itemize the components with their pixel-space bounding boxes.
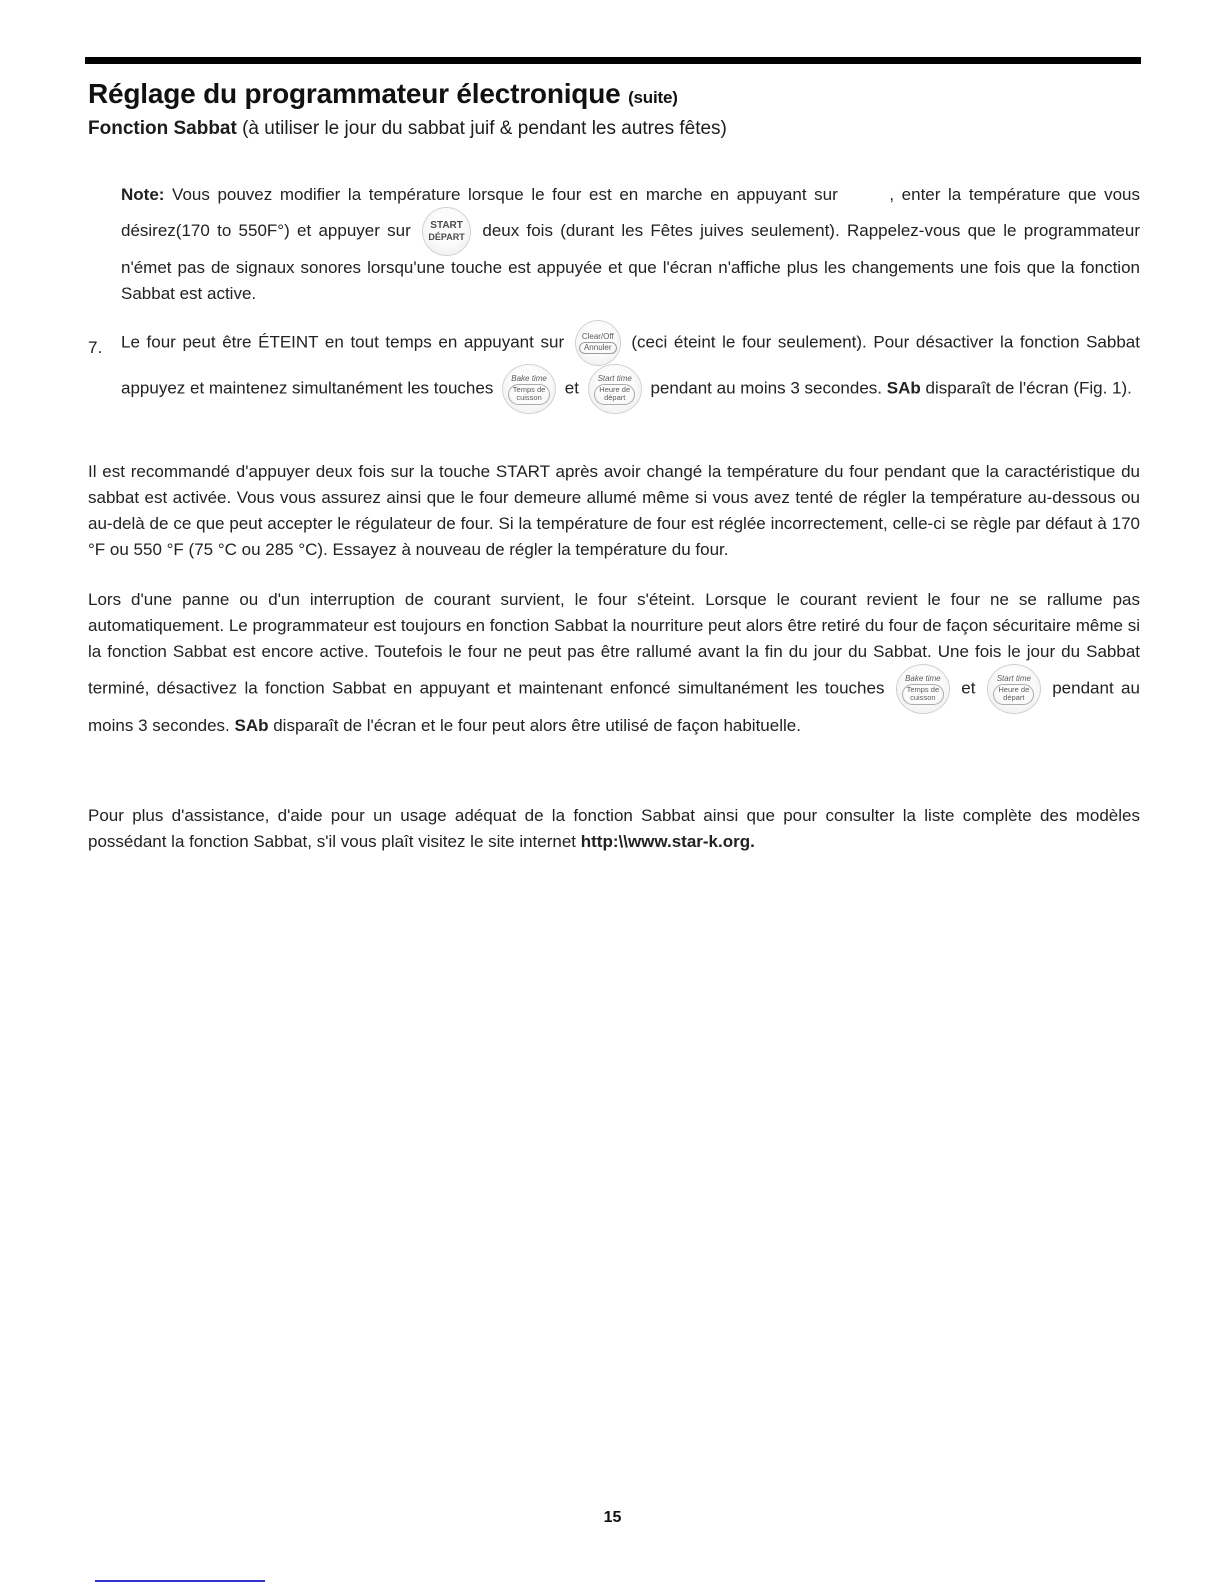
bake-time-label-fr2: cuisson [516, 393, 542, 402]
page-number: 15 [603, 1509, 622, 1526]
paragraph-power-failure [88, 587, 1140, 739]
subtitle-rest: (à utiliser le jour du sabbat juif & pendant les autres fêtes) [236, 118, 727, 139]
page-title [88, 78, 1140, 110]
start-depart-key-icon [423, 208, 470, 255]
sab-code: SAb [886, 378, 921, 398]
list-item-7 [88, 321, 1140, 413]
note-seg3: vous désirez(170 to 550F°) et appuyer sur [121, 185, 1140, 240]
bake-time-label-en: Bake time [511, 373, 547, 383]
blank-key-space [845, 195, 889, 197]
start-time-label-fr1: Heure de [998, 684, 1030, 694]
page-content [88, 78, 1140, 855]
website-url: http:\\www.star-k.org. [580, 832, 755, 851]
start-key-label-fr: DÉPART [428, 232, 465, 242]
item7-seg1: Le four peut être ÉTEINT en tout temps en appuyant sur [121, 332, 565, 352]
list-item-7-text [121, 321, 1140, 413]
start-time-label-en: Start time [996, 673, 1031, 683]
note-label: Note: [121, 185, 165, 204]
start-time-label-fr2: départ [604, 393, 626, 402]
paragraph-recommendation: Il est recommandé d'appuyer deux fois sur la touche START après avoir changé la température du four pendant que la caractéristique du sabbat est activée. Vous vous assurez ainsi que le four demeure allumé même si vous avez tenté de régler la température au-dessous ou au-delà de ce que peut accepter le régulateur de four. Si la température de four est réglée incorrectement, celle-ci se règle par défaut à 170 °F ou 550 °F (75 °C ou 285 °C). Essayez à nouveau de régler la température du four. [88, 462, 1140, 559]
note-block [121, 182, 1140, 307]
top-rule [85, 57, 1141, 64]
title-suffix: (suite) [628, 88, 678, 107]
paragraph-assistance [88, 803, 1140, 855]
start-time-key-icon [988, 665, 1040, 713]
bake-time-label-fr1: Temps de [906, 684, 940, 694]
title-main: Réglage du programmateur électronique [88, 78, 621, 109]
bake-time-label-fr2: cuisson [910, 693, 936, 702]
start-time-key-icon [589, 365, 641, 413]
item7-seg3: et [564, 378, 579, 398]
subtitle-bold: Fonction Sabbat [88, 118, 237, 139]
clear-off-label-fr: Annuler [579, 342, 617, 354]
note-paragraph [121, 182, 1140, 307]
clear-off-key-icon [576, 321, 620, 365]
para2-seg3: pendant au moins 3 secondes. [88, 678, 1140, 735]
bake-time-label-en: Bake time [905, 673, 941, 683]
bake-time-key-icon [897, 665, 949, 713]
item7-seg4: pendant au moins 3 secondes. [650, 378, 883, 398]
start-key-label-en: START [430, 220, 463, 231]
para3-seg1: Pour plus d'assistance, d'aide pour un usage adéquat de la fonction Sabbat ainsi que pour consulter la liste complète des modèles possédant la fonction Sabbat, s'il vous plaît visitez le site internet [88, 806, 1140, 851]
note-seg2: , enter la température que [889, 185, 1097, 204]
list-item-number: 7. [88, 338, 103, 357]
bake-time-label-fr1: Temps de [512, 384, 546, 394]
item7-seg5: disparaît de l'écran (Fig. 1). [925, 378, 1132, 398]
clear-off-label-en: Clear/Off [581, 332, 614, 341]
para2-seg1: Lors d'une panne ou d'un interruption de courant survient, le four s'éteint. Lorsque le courant revient le four ne se rallume pas automatiquement. Le programmateur est toujours en fonction Sabbat la nourriture peut alors être retiré du four de façon sécuritaire même si la fonction Sabbat est encore active. Toutefois le four ne peut pas être rallumé avant la fin du jour du Sabbat. Une fois le jour du Sabbat terminé, désactivez la fonction Sabbat en appuyant et maintenant enfoncé simultanément les touches [88, 590, 1140, 698]
para2-seg2: et [961, 678, 976, 698]
para2-seg4: disparaît de l'écran et le four peut alors être utilisé de façon habituelle. [273, 716, 801, 735]
note-seg4: deux fois (durant les Fêtes juives seulement). Rappelez-vous que le programmateur n'émet pas de signaux sonores lorsqu'une touche est appuyée et que l'écran n'affiche plus les changements une fois que la fonction Sabbat est active. [121, 220, 1140, 303]
bake-time-key-icon [503, 365, 555, 413]
note-seg1: Vous pouvez modifier la température lorsque le four est en marche en appuyant sur [164, 185, 838, 204]
footer-link-underline [95, 1580, 265, 1582]
section-subtitle [88, 118, 1140, 140]
start-time-label-fr2: départ [1003, 693, 1025, 702]
item7-seg2: (ceci éteint le four seulement). Pour désactiver la fonction Sabbat appuyez et maintenez simultanément les touches [121, 332, 1140, 398]
sab-code: SAb [234, 716, 269, 735]
start-time-label-fr1: Heure de [599, 384, 631, 394]
start-time-label-en: Start time [597, 373, 632, 383]
